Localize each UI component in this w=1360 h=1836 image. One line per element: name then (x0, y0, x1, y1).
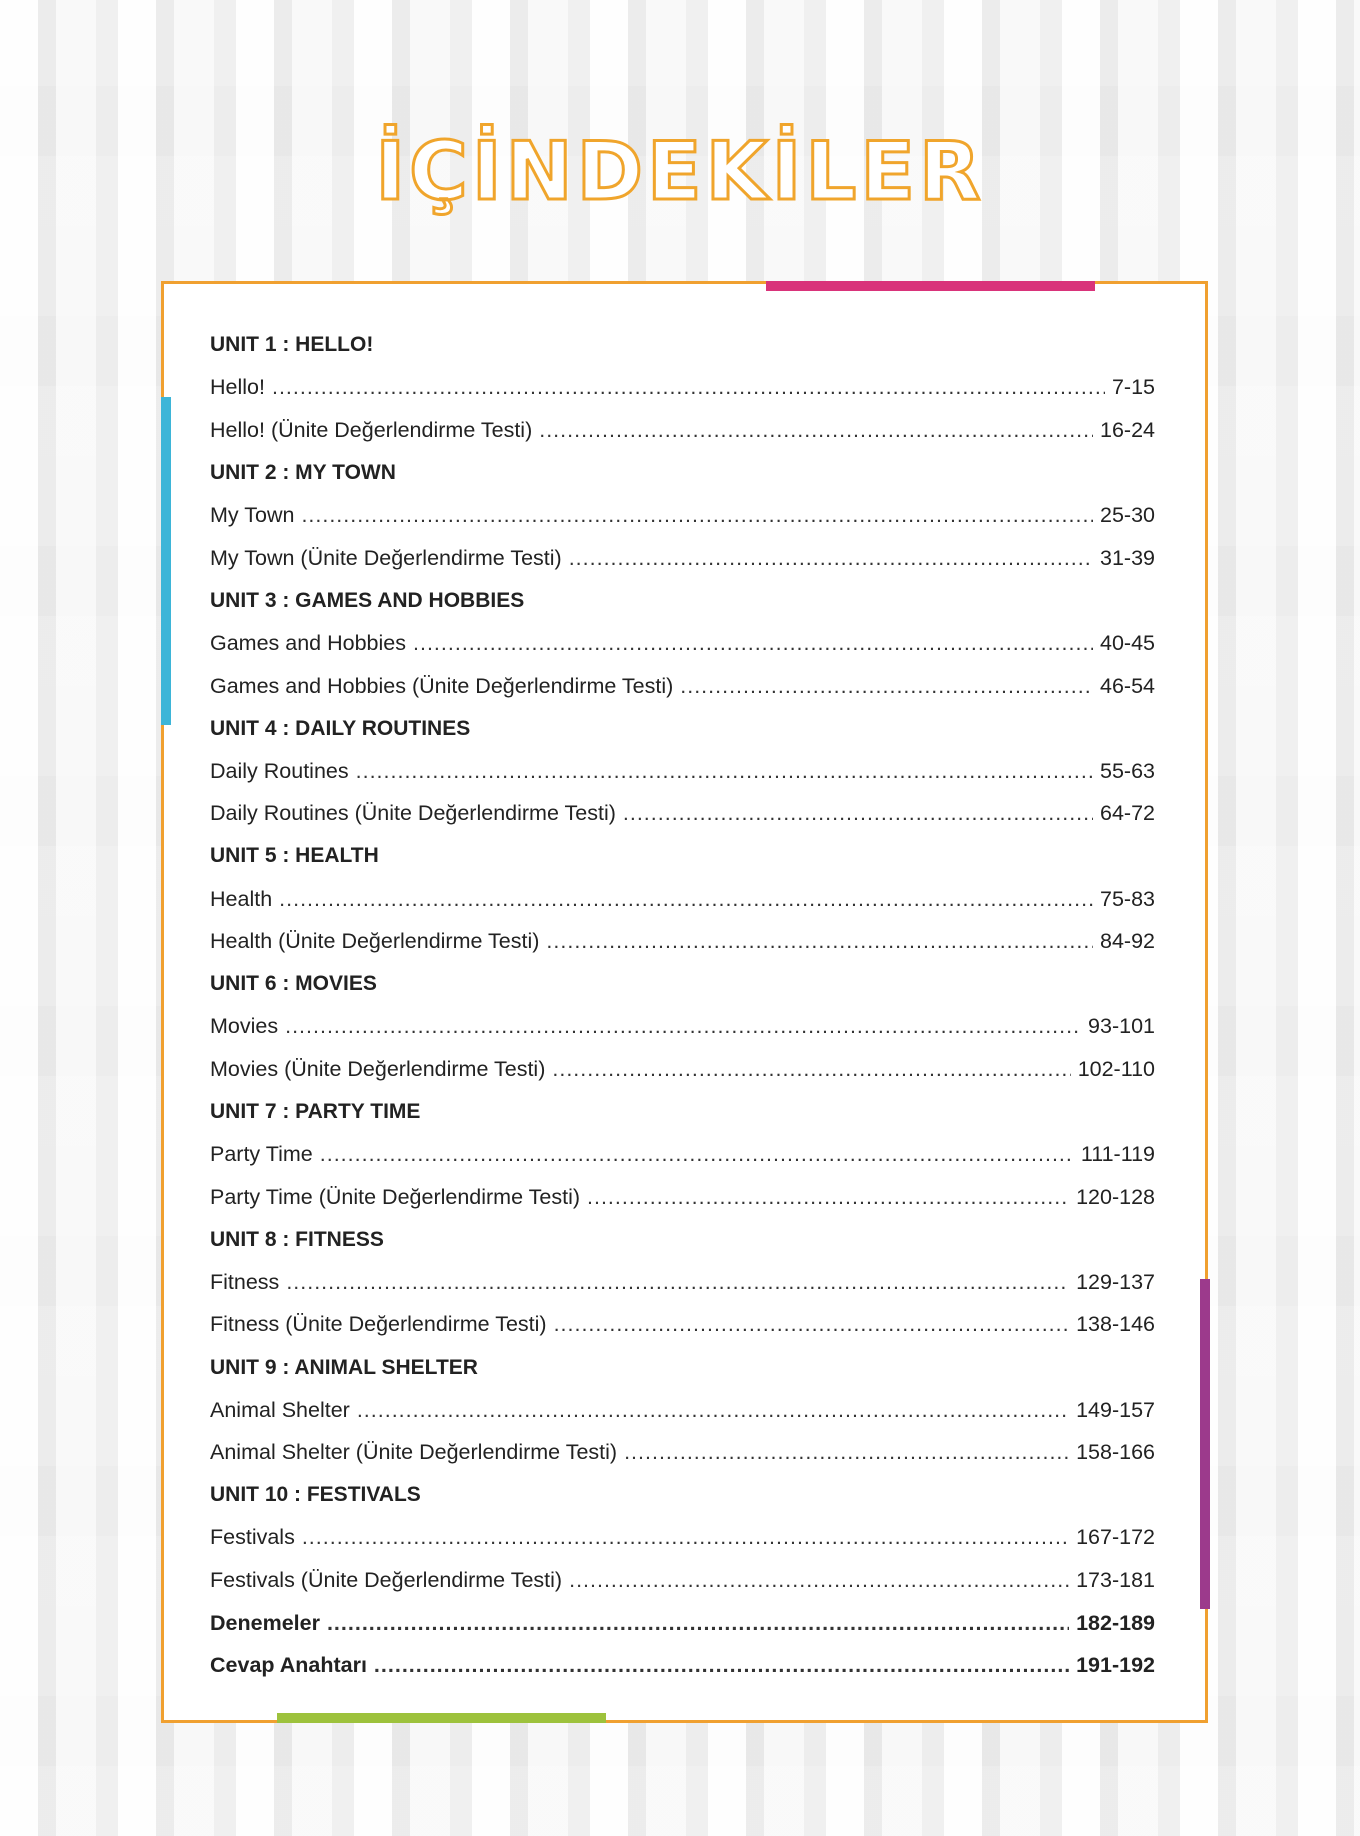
table-of-contents (210, 324, 1155, 1687)
toc-entry-pages: 158-166 (1076, 1440, 1155, 1465)
toc-entry-pages: 40-45 (1100, 630, 1155, 655)
unit-heading-label: UNIT 7 : PARTY TIME (210, 1099, 421, 1123)
toc-entry-title: Animal Shelter (210, 1397, 350, 1422)
toc-entry-title: Animal Shelter (Ünite Değerlendirme Testi) (210, 1440, 618, 1465)
unit-heading-label: UNIT 3 : GAMES AND HOBBIES (210, 588, 525, 612)
dot-leader (569, 1568, 1069, 1593)
unit-heading-label: UNIT 9 : ANIMAL SHELTER (210, 1355, 478, 1379)
toc-entry-pages: 31-39 (1100, 545, 1155, 570)
toc-entry (210, 622, 1155, 665)
unit-heading-label: UNIT 1 : HELLO! (210, 333, 374, 357)
toc-entry-title: Hello! (Ünite Değerlendirme Testi) (210, 417, 533, 442)
toc-entry (210, 1389, 1155, 1432)
toc-entry-title: Daily Routines (Ünite Değerlendirme Testi) (210, 801, 616, 826)
unit-heading-label: UNIT 10 : FESTIVALS (210, 1483, 421, 1507)
toc-entry-title: Party Time (Ünite Değerlendirme Testi) (210, 1184, 581, 1209)
unit-heading (210, 1474, 1155, 1517)
unit-heading (210, 324, 1155, 367)
unit-heading (210, 1091, 1155, 1134)
toc-entry (210, 665, 1155, 708)
dot-leader (279, 887, 1093, 912)
dot-leader (301, 503, 1093, 528)
dot-leader (357, 1398, 1069, 1423)
unit-heading (210, 707, 1155, 750)
toc-entry-title: Fitness (210, 1269, 280, 1294)
toc-entry (210, 1517, 1155, 1560)
toc-entry-title: My Town (210, 503, 295, 528)
dot-leader (546, 929, 1093, 954)
toc-entry-pages: 138-146 (1076, 1312, 1155, 1337)
dot-leader (413, 631, 1093, 656)
toc-entry-pages: 75-83 (1100, 886, 1155, 911)
toc-entry-title: Health (210, 886, 273, 911)
dot-leader (569, 546, 1093, 571)
toc-entry (210, 1261, 1155, 1304)
toc-entry-pages: 25-30 (1100, 503, 1155, 528)
dot-leader (356, 759, 1093, 784)
unit-heading (210, 1346, 1155, 1389)
green-accent-bar (277, 1713, 606, 1723)
toc-entry-title: Fitness (Ünite Değerlendirme Testi) (210, 1312, 547, 1337)
toc-entry (210, 1304, 1155, 1347)
toc-entry (210, 1048, 1155, 1091)
pink-accent-bar (766, 281, 1095, 291)
unit-heading (210, 963, 1155, 1006)
dot-leader (587, 1185, 1069, 1210)
dot-leader (272, 375, 1105, 400)
dot-leader (302, 1525, 1069, 1550)
toc-entry (210, 1176, 1155, 1219)
toc-entry-pages: 102-110 (1077, 1056, 1155, 1081)
unit-heading-label: UNIT 5 : HEALTH (210, 844, 379, 868)
toc-entry-title: Festivals (Ünite Değerlendirme Testi) (210, 1568, 563, 1593)
toc-entry-pages: 129-137 (1076, 1269, 1155, 1294)
dot-leader (327, 1611, 1069, 1636)
dot-leader (552, 1057, 1070, 1082)
dot-leader (554, 1312, 1070, 1337)
unit-heading (210, 1218, 1155, 1261)
toc-entry (210, 1133, 1155, 1176)
toc-entry-pages: 7-15 (1111, 375, 1155, 400)
dot-leader (623, 801, 1093, 826)
toc-entry (210, 494, 1155, 537)
toc-entry-title: Games and Hobbies (210, 630, 406, 655)
toc-entry (210, 367, 1155, 410)
toc-entry (210, 1559, 1155, 1602)
dot-leader (320, 1142, 1074, 1167)
dot-leader (624, 1440, 1069, 1465)
toc-entry-title: Hello! (210, 375, 265, 400)
toc-entry-pages: 167-172 (1076, 1525, 1155, 1550)
toc-entry (210, 1431, 1155, 1474)
toc-entry-title: My Town (Ünite Değerlendirme Testi) (210, 545, 562, 570)
toc-entry-cevap-anahtari (210, 1644, 1155, 1687)
unit-heading-label: UNIT 2 : MY TOWN (210, 461, 396, 485)
toc-entry (210, 1006, 1155, 1049)
toc-entry (210, 537, 1155, 580)
toc-entry-title: Daily Routines (210, 758, 349, 783)
unit-heading-label: UNIT 6 : MOVIES (210, 972, 377, 996)
toc-entry-pages: 16-24 (1100, 417, 1155, 442)
dot-leader (285, 1014, 1081, 1039)
toc-entry-pages: 120-128 (1076, 1184, 1155, 1209)
toc-entry-pages: 64-72 (1100, 801, 1155, 826)
toc-entry-title: Denemeler (210, 1610, 320, 1635)
unit-heading-label: UNIT 8 : FITNESS (210, 1227, 384, 1251)
toc-entry-title: Health (Ünite Değerlendirme Testi) (210, 929, 540, 954)
toc-entry-pages: 46-54 (1100, 673, 1155, 698)
toc-entry-title: Movies (Ünite Değerlendirme Testi) (210, 1056, 546, 1081)
unit-heading (210, 580, 1155, 623)
page-title: İÇİNDEKİLER (375, 125, 985, 218)
toc-entry-pages: 93-101 (1088, 1014, 1155, 1039)
dot-leader (680, 674, 1093, 699)
unit-heading-label: UNIT 4 : DAILY ROUTINES (210, 716, 471, 740)
toc-entry-pages: 191-192 (1076, 1653, 1155, 1678)
toc-entry-pages: 111-119 (1080, 1142, 1155, 1167)
toc-entry-title: Games and Hobbies (Ünite Değerlendirme Testi) (210, 673, 674, 698)
blue-accent-bar (161, 397, 171, 725)
toc-entry (210, 793, 1155, 836)
toc-entry-title: Festivals (210, 1525, 295, 1550)
toc-entry (210, 920, 1155, 963)
toc-entry-pages: 182-189 (1076, 1610, 1155, 1635)
toc-entry (210, 878, 1155, 921)
toc-entry-pages: 173-181 (1076, 1568, 1155, 1593)
dot-leader (374, 1653, 1069, 1678)
toc-entry-title: Party Time (210, 1142, 313, 1167)
toc-entry-pages: 84-92 (1100, 929, 1155, 954)
toc-entry (210, 750, 1155, 793)
dot-leader (539, 418, 1093, 443)
unit-heading (210, 835, 1155, 878)
toc-entry-denemeler (210, 1602, 1155, 1645)
toc-entry-title: Cevap Anahtarı (210, 1653, 367, 1678)
toc-entry-pages: 149-157 (1076, 1397, 1155, 1422)
toc-entry (210, 409, 1155, 452)
toc-entry-title: Movies (210, 1014, 279, 1039)
dot-leader (286, 1270, 1069, 1295)
purple-accent-bar (1200, 1279, 1210, 1609)
toc-entry-pages: 55-63 (1100, 758, 1155, 783)
unit-heading (210, 452, 1155, 495)
